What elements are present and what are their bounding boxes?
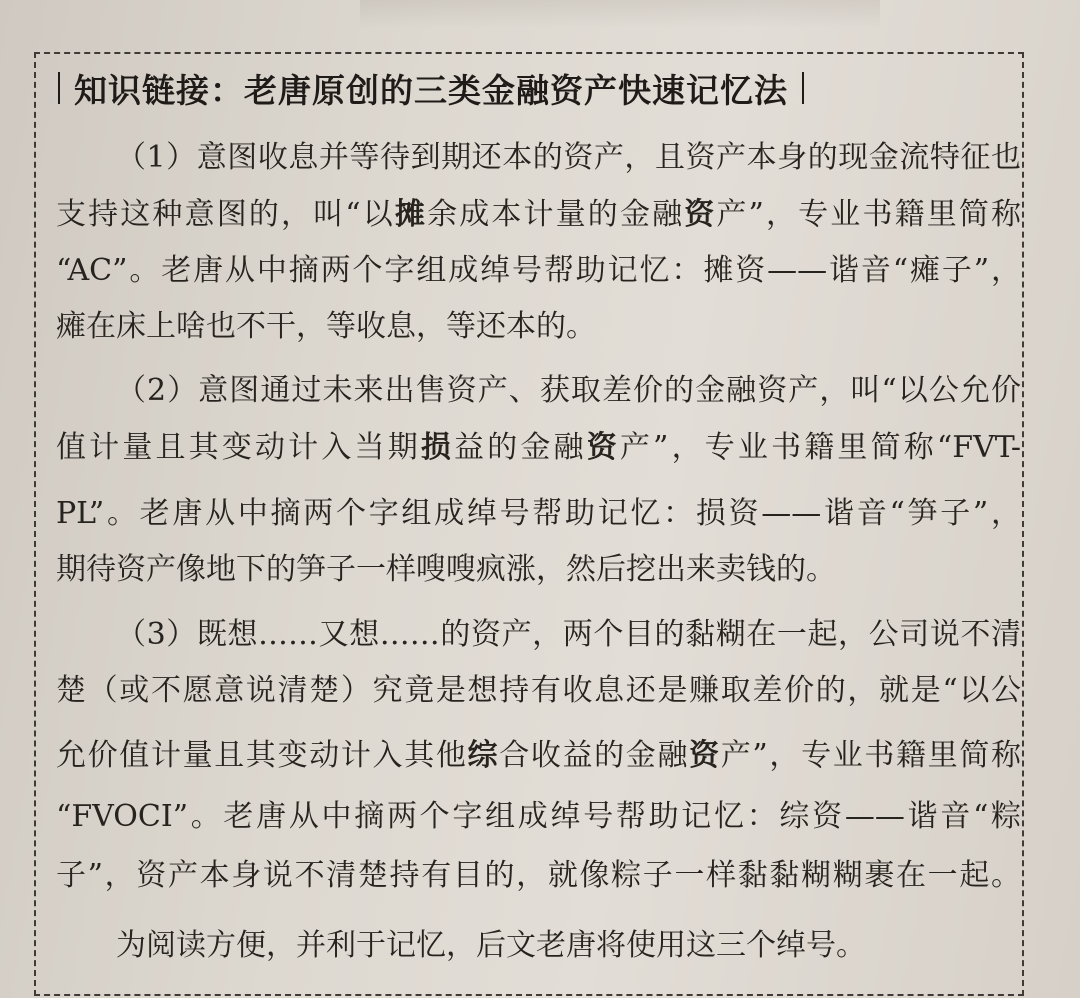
para3-bold-char: 综 [467, 738, 500, 773]
para1-line4: 瘫在床上啥也不干，等收息，等还本的。 [56, 309, 596, 344]
para3-text: 产”，专业书籍里简称 [720, 738, 1022, 773]
para3-line1: （3）既想……又想……的资产，两个目的黏糊在一起，公司说不清 [116, 617, 1021, 652]
closing-line: 为阅读方便，并利于记忆，后文老唐将使用这三个绰号。 [116, 928, 866, 963]
bleed-through-shadow [360, 0, 880, 28]
para1-bold-char: 资 [684, 197, 717, 232]
para1-text: 支持这种意图的，叫“以 [56, 197, 395, 232]
para2-line2 [56, 423, 1021, 473]
para3-text: 合收益的金融 [499, 738, 690, 773]
para2-line3: PL”。老唐从中摘两个字组成绰号帮助记忆：损资——谐音“笋子”， [56, 496, 1021, 531]
heading-bar-left [58, 72, 60, 104]
para2-text: 产”，专业书籍里简称“FVT- [619, 430, 1022, 465]
box-heading [58, 64, 804, 112]
para2-line4: 期待资产像地下的笋子一样嗖嗖疯涨，然后挖出来卖钱的。 [56, 552, 836, 587]
para1-bold-char: 摊 [394, 197, 428, 232]
heading-text: 知识链接：老唐原创的三类金融资产快速记忆法 [74, 70, 788, 110]
para1-line1: （1）意图收息并等待到期还本的资产，且资产本身的现金流特征也 [116, 140, 1021, 175]
para2-line1: （2）意图通过未来出售资产、获取差价的金融资产，叫“以公允价 [116, 373, 1021, 408]
para1-text: 余成本计量的金融 [427, 197, 685, 232]
para2-bold-char: 损 [420, 430, 455, 465]
para3-line5: 子”，资产本身说不清楚持有目的，就像粽子一样黏黏糊糊裹在一起。 [56, 858, 1021, 893]
para3-bold-char: 资 [689, 738, 721, 773]
para3-line4: “FVOCI”。老唐从中摘两个字组成绰号帮助记忆：综资——谐音“粽 [56, 799, 1021, 834]
para3-line2: 楚（或不愿意说清楚）究竟是想持有收息还是赚取差价的，就是“以公 [56, 673, 1021, 708]
heading-bar-right [802, 72, 804, 104]
para2-bold-char: 资 [586, 430, 620, 465]
para1-text: 产”，专业书籍里简称 [716, 197, 1022, 232]
para1-line3: “AC”。老唐从中摘两个字组成绰号帮助记忆：摊资——谐音“瘫子”， [56, 253, 1021, 288]
para1-line2 [56, 190, 1021, 240]
para3-line3 [56, 731, 1021, 781]
para3-text: 允价值计量且其变动计入其他 [56, 738, 468, 773]
para2-text: 益的金融 [454, 430, 587, 465]
para2-text: 值计量且其变动计入当期 [56, 430, 421, 465]
